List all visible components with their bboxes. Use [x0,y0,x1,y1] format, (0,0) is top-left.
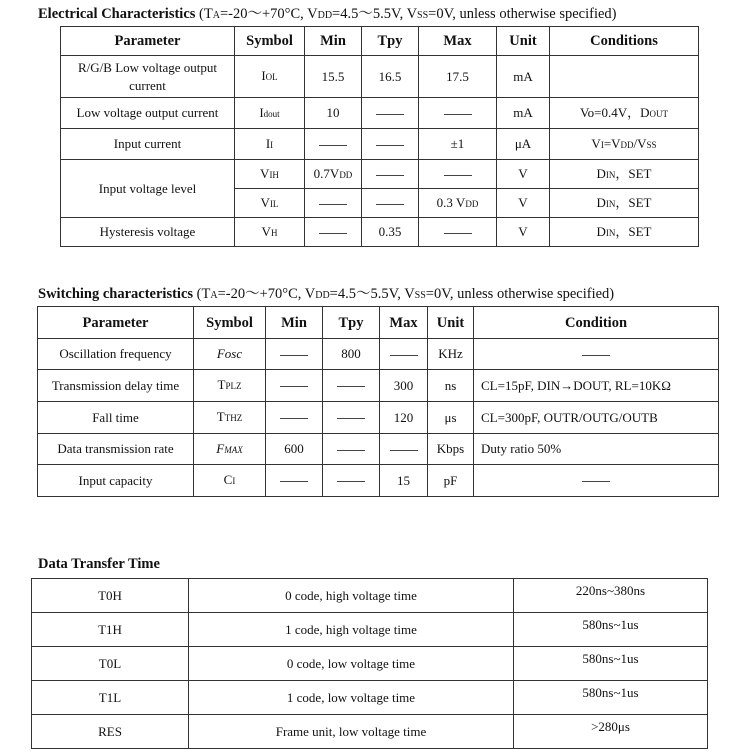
conditions-cell-text: DIN，SET [596,223,652,239]
not-applicable-dash [390,450,418,451]
unit-cell-text: pF [443,472,458,488]
unit-cell-text: Kbps [436,441,465,456]
column-header: Parameter [38,307,194,339]
condition-cell-text: Duty ratio 50% [481,441,562,456]
symbol-text: I [261,68,266,83]
symbol-text: Fosc [216,346,243,361]
unit-cell-text: μA [514,136,532,151]
timing-name-cell [32,613,189,647]
conditions-cell-text: VI=VDD/VSS [591,135,657,151]
typ-cell [323,402,380,434]
unit-cell [428,402,474,434]
typ-cell [323,434,380,465]
timing-name-cell-text: T1H [98,621,122,637]
conditions-cell [550,98,699,129]
column-header: Min [266,307,323,339]
symbol-text: F [216,440,225,456]
not-applicable-dash [444,175,472,176]
not-applicable-dash [319,204,347,205]
table-row [38,370,719,402]
typ-cell-text: 0.35 [378,224,402,239]
timing-name-cell [32,579,189,613]
symbol-text: V [261,223,271,239]
table-row [61,56,699,98]
timing-value-cell-text: 580ns~1us [582,617,639,632]
table-row [38,434,719,465]
timing-name-cell-text: T0L [98,655,122,671]
conditions-cell [550,129,699,160]
parameter-cell-text: Hysteresis voltage [99,224,196,239]
max-cell [380,465,428,497]
electrical-characteristics-table [60,26,699,247]
max-cell [419,218,497,247]
symbol-subscript: dout [263,108,280,119]
not-applicable-dash [319,145,347,146]
max-cell [419,160,497,189]
column-header: Symbol [194,307,266,339]
transfer-heading [38,556,160,573]
unit-cell [497,218,550,247]
not-applicable-dash [444,114,472,115]
column-header: Tpy [362,27,419,56]
min-cell [305,129,362,160]
symbol-subscript: H [270,227,278,238]
condition-cell-text: CL=15pF, DIN→DOUT, RL=10KΩ [481,377,671,393]
parameter-cell [38,370,194,402]
unit-cell [497,129,550,160]
unit-cell-text: mA [513,68,533,84]
symbol-subscript: PLZ [225,381,242,391]
timing-description-cell-text: 1 code, high voltage time [285,621,417,637]
table-row [32,613,708,647]
table-header-row [38,307,719,339]
unit-cell [428,339,474,370]
timing-description-cell [189,681,514,715]
parameter-cell-text: Fall time [92,409,139,425]
max-cell [380,434,428,465]
not-applicable-dash [337,481,365,482]
max-cell [419,189,497,218]
not-applicable-dash [390,355,418,356]
typ-cell [362,98,419,129]
table-row [38,339,719,370]
switching-heading-title: Switching characteristics [38,286,194,302]
unit-cell [428,370,474,402]
symbol-cell [235,189,305,218]
typ-cell [323,465,380,497]
symbol-text: I [265,135,271,151]
timing-value-cell-text: >280μs [591,719,630,734]
symbol-cell [194,434,266,465]
symbol-subscript: I [232,476,236,486]
unit-cell [497,56,550,98]
switching-characteristics-table [37,306,719,497]
symbol-text: C [223,472,233,487]
not-applicable-dash [319,233,347,234]
min-cell-text: 15.5 [321,68,345,84]
column-header: Max [419,27,497,56]
parameter-cell [38,402,194,434]
parameter-cell [38,339,194,370]
conditions-cell [550,218,699,247]
typ-cell [323,339,380,370]
not-applicable-dash [280,418,308,419]
symbol-subscript: OL [265,72,278,82]
max-cell-text: ±1 [450,136,465,151]
timing-value-cell-text: 580ns~1us [582,651,639,666]
table-row [61,98,699,129]
max-cell-text: 120 [393,409,414,425]
data-transfer-time-table [31,578,708,749]
symbol-cell [235,56,305,98]
timing-name-cell-text: T0H [98,587,122,603]
min-cell [305,218,362,247]
unit-cell [428,465,474,497]
parameter-cell [61,56,235,98]
symbol-cell [235,98,305,129]
condition-cell [474,465,719,497]
typ-cell-text: 16.5 [378,68,402,84]
symbol-subscript: I [270,139,274,150]
max-cell-text: 15 [397,472,410,488]
unit-cell [497,189,550,218]
unit-cell-text: V [518,166,528,181]
table-row [61,160,699,189]
symbol-text: V [260,165,270,181]
table-row [61,218,699,247]
symbol-text: V [260,194,270,210]
symbol-text: I [259,104,264,120]
not-applicable-dash [280,355,308,356]
parameter-cell-text: Low voltage output current [76,105,219,120]
column-header: Tpy [323,307,380,339]
min-cell-text: 600 [284,441,304,456]
parameter-cell [61,160,235,218]
typ-cell [362,129,419,160]
electrical-heading-conditions: (TA=-20～+70°C, VDD=4.5～5.5V, VSS=0V, unless otherwise specified) [195,6,617,22]
timing-name-cell-text: RES [98,723,122,739]
conditions-cell-text: DIN，SET [596,165,652,181]
parameter-cell-text: Input capacity [78,472,153,488]
column-header: Min [305,27,362,56]
min-cell [266,465,323,497]
min-cell [266,402,323,434]
symbol-cell [235,218,305,247]
max-cell [419,98,497,129]
timing-value-cell-text: 580ns~1us [582,685,639,700]
column-header: Condition [474,307,719,339]
not-applicable-dash [337,418,365,419]
column-header: Parameter [61,27,235,56]
parameter-cell [61,98,235,129]
not-applicable-dash [280,386,308,387]
timing-name-cell [32,647,189,681]
unit-cell [497,98,550,129]
timing-description-cell-text: Frame unit, low voltage time [275,723,427,739]
column-header: Unit [428,307,474,339]
table-row [38,465,719,497]
symbol-cell [235,160,305,189]
timing-value-cell [514,715,708,749]
symbol-cell [194,370,266,402]
condition-cell-text: CL=300pF, OUTR/OUTG/OUTB [481,409,658,425]
timing-description-cell [189,715,514,749]
column-header: Symbol [235,27,305,56]
typ-cell-text: 800 [341,346,361,361]
parameter-cell-text: Transmission delay time [51,377,180,393]
unit-cell-text: mA [513,105,533,120]
table-row [32,681,708,715]
switching-heading [38,282,614,303]
timing-description-cell-text: 0 code, low voltage time [286,655,416,671]
condition-cell [474,434,719,465]
column-header: Conditions [550,27,699,56]
not-applicable-dash [337,386,365,387]
min-cell [305,98,362,129]
conditions-cell [550,189,699,218]
unit-cell [497,160,550,189]
max-cell [380,402,428,434]
table-row [61,129,699,160]
symbol-cell [194,339,266,370]
symbol-subscript: MAX [224,444,243,455]
parameter-cell-text: Input current [113,136,182,151]
symbol-text: T [216,409,225,424]
parameter-cell-text: Data transmission rate [57,441,174,456]
not-applicable-dash [376,204,404,205]
max-cell [380,370,428,402]
min-cell [305,160,362,189]
parameter-cell [61,129,235,160]
switching-heading-conditions: (TA=-20～+70°C, VDD=4.5～5.5V, VSS=0V, unless otherwise specified) [193,286,615,302]
min-cell-text: 10 [326,105,340,120]
min-cell [305,189,362,218]
max-cell-text: 0.3 VDD [436,194,479,210]
not-applicable-dash [376,145,404,146]
typ-cell [323,370,380,402]
not-applicable-dash [444,233,472,234]
conditions-cell-text: DIN，SET [596,194,652,210]
max-cell [419,56,497,98]
not-applicable-dash [582,355,610,356]
unit-cell-text: μs [444,409,457,425]
parameter-cell [38,465,194,497]
conditions-cell [550,160,699,189]
typ-cell [362,160,419,189]
condition-cell [474,402,719,434]
timing-value-cell [514,579,708,613]
unit-cell-text: V [518,224,528,239]
min-cell [305,56,362,98]
timing-description-cell [189,579,514,613]
parameter-cell [38,434,194,465]
symbol-cell [194,402,266,434]
unit-cell [428,434,474,465]
not-applicable-dash [582,481,610,482]
not-applicable-dash [376,114,404,115]
typ-cell [362,56,419,98]
symbol-cell [235,129,305,160]
timing-value-cell [514,647,708,681]
column-header: Unit [497,27,550,56]
conditions-cell-text: Vo=0.4V，DOUT [579,104,669,120]
table-row [32,647,708,681]
unit-cell-text: KHz [438,346,463,361]
unit-cell-text: V [518,195,528,210]
not-applicable-dash [376,175,404,176]
timing-value-cell-text: 220ns~380ns [575,583,646,598]
min-cell [266,339,323,370]
max-cell [419,129,497,160]
timing-name-cell-text: T1L [98,689,122,705]
max-cell-text: 300 [393,377,414,393]
table-row [38,402,719,434]
timing-description-cell-text: 0 code, high voltage time [285,587,417,603]
timing-name-cell [32,715,189,749]
electrical-heading [38,2,617,23]
typ-cell [362,218,419,247]
column-header: Max [380,307,428,339]
table-header-row [61,27,699,56]
max-cell-text: 17.5 [446,68,469,84]
timing-value-cell [514,681,708,715]
not-applicable-dash [337,450,365,451]
symbol-subscript: IL [269,198,279,209]
timing-description-cell [189,613,514,647]
timing-description-cell [189,647,514,681]
conditions-cell [550,56,699,98]
parameter-cell [61,218,235,247]
min-cell [266,370,323,402]
timing-value-cell [514,613,708,647]
timing-name-cell [32,681,189,715]
table-row [32,715,708,749]
unit-cell-text: ns [444,377,457,393]
min-cell-text: 0.7VDD [313,165,353,181]
transfer-heading-title: Data Transfer Time [38,556,160,572]
timing-description-cell-text: 1 code, low voltage time [286,689,416,705]
min-cell [266,434,323,465]
max-cell [380,339,428,370]
condition-cell [474,339,719,370]
parameter-cell-text: Oscillation frequency [59,346,172,361]
not-applicable-dash [280,481,308,482]
table-row [32,579,708,613]
condition-cell [474,370,719,402]
symbol-subscript: IH [269,169,279,180]
symbol-text: T [217,377,226,392]
electrical-heading-title: Electrical Characteristics [38,6,196,22]
symbol-subscript: THZ [224,413,243,423]
typ-cell [362,189,419,218]
parameter-cell-text: R/G/B Low voltage output current [77,59,218,93]
parameter-cell-text: Input voltage level [98,180,197,196]
symbol-cell [194,465,266,497]
